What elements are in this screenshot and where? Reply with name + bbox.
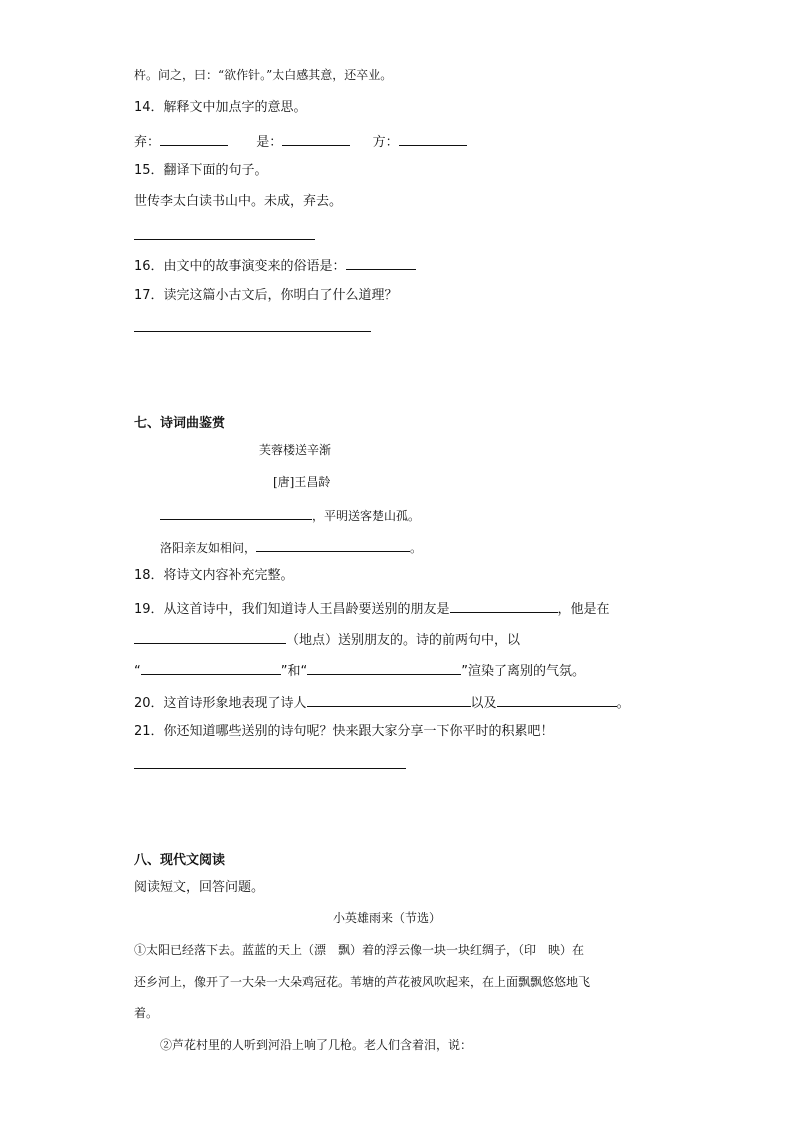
- poem-title: 芙蓉楼送辛渐: [259, 443, 332, 457]
- poem-line-1: [160, 505, 420, 525]
- question-14-answers: [134, 131, 467, 152]
- q20-blank-1[interactable]: [307, 692, 471, 707]
- q14-item-label: 方：: [372, 135, 399, 150]
- reading-paragraph-1-line-2: 还乡河上，像开了一大朵一大朵鸡冠花。苇塘的芦花被风吹起来，在上面飘飘悠悠地飞: [134, 975, 591, 989]
- q19-text-1: 19．从这首诗中，我们知道诗人王昌龄要送别的朋友是: [134, 602, 450, 617]
- q19-quote-open: “: [134, 664, 141, 679]
- q14-blank-2[interactable]: [282, 131, 350, 146]
- poem-line-2-head: 洛阳亲友如相问，: [160, 541, 257, 555]
- poem-author: [唐]王昌龄: [273, 475, 331, 489]
- q19-blank-quote-1[interactable]: [141, 660, 281, 675]
- q20-blank-2[interactable]: [497, 692, 617, 707]
- q21-answer-line[interactable]: [134, 768, 406, 769]
- question-19-line-3: [134, 660, 585, 681]
- q20-text-3: 。: [616, 696, 630, 711]
- q20-text-2: 以及: [470, 696, 497, 711]
- q19-blank-place[interactable]: [134, 629, 286, 644]
- q19-text-2: ，他是在: [557, 602, 610, 617]
- poem-blank-1[interactable]: [160, 505, 312, 520]
- q15-answer-line[interactable]: [134, 239, 315, 240]
- question-14: 14．解释文中加点字的意思。: [134, 100, 307, 115]
- reading-paragraph-1-line-3: 着。: [134, 1006, 159, 1020]
- q14-item-label: 弃：: [134, 135, 161, 150]
- question-15: 15．翻译下面的句子。: [134, 163, 268, 178]
- question-16: [134, 255, 416, 276]
- q19-blank-friend[interactable]: [450, 598, 558, 613]
- q15-sentence: 世传李太白读书山中。未成，弃去。: [134, 194, 343, 209]
- question-16-text: 16．由文中的故事演变来的俗语是：: [134, 259, 346, 274]
- q19-blank-quote-2[interactable]: [307, 660, 461, 675]
- poem-line-1-tail: ，平明送客楚山孤。: [312, 509, 421, 523]
- question-19-line-1: [134, 598, 610, 619]
- q14-item-label: 是：: [256, 135, 283, 150]
- q16-blank[interactable]: [346, 255, 416, 270]
- reading-paragraph-1-line-1: ①太阳已经落下去。蓝蓝的天上（漂 飘）着的浮云像一块一块红绸子，（印 映）在: [134, 943, 585, 957]
- q19-text-3: （地点）送别朋友的。诗的前两句中，以: [286, 633, 521, 648]
- q14-blank-3[interactable]: [399, 131, 467, 146]
- section-7-heading: 七、诗词曲鉴赏: [134, 416, 226, 431]
- question-21: 21．你还知道哪些送别的诗句呢？快来跟大家分享一下你平时的积累吧！: [134, 724, 554, 739]
- q14-blank-1[interactable]: [160, 131, 228, 146]
- question-20: [134, 692, 630, 713]
- question-18: 18．将诗文内容补充完整。: [134, 568, 294, 583]
- poem-line-2-tail: 。: [410, 541, 423, 555]
- section-8-heading: 八、现代文阅读: [134, 853, 226, 868]
- q19-text-4: ”和“: [280, 664, 308, 679]
- reading-title: 小英雄雨来（节选）: [333, 911, 442, 925]
- q17-answer-line[interactable]: [134, 331, 371, 332]
- poem-line-2: [160, 537, 422, 557]
- q20-text-1: 20．这首诗形象地表现了诗人: [134, 696, 307, 711]
- passage-tail: 杵。问之，曰：“欲作针。”太白感其意，还卒业。: [134, 68, 393, 82]
- question-19-line-2: [134, 629, 520, 650]
- poem-blank-2[interactable]: [256, 537, 410, 552]
- reading-paragraph-2: ②芦花村里的人听到河沿上响了几枪。老人们含着泪，说：: [160, 1038, 473, 1052]
- q19-text-5: ”渲染了离别的气氛。: [461, 664, 585, 679]
- question-17: 17．读完这篇小古文后，你明白了什么道理？: [134, 288, 398, 303]
- section-8-instruction: 阅读短文，回答问题。: [134, 880, 265, 895]
